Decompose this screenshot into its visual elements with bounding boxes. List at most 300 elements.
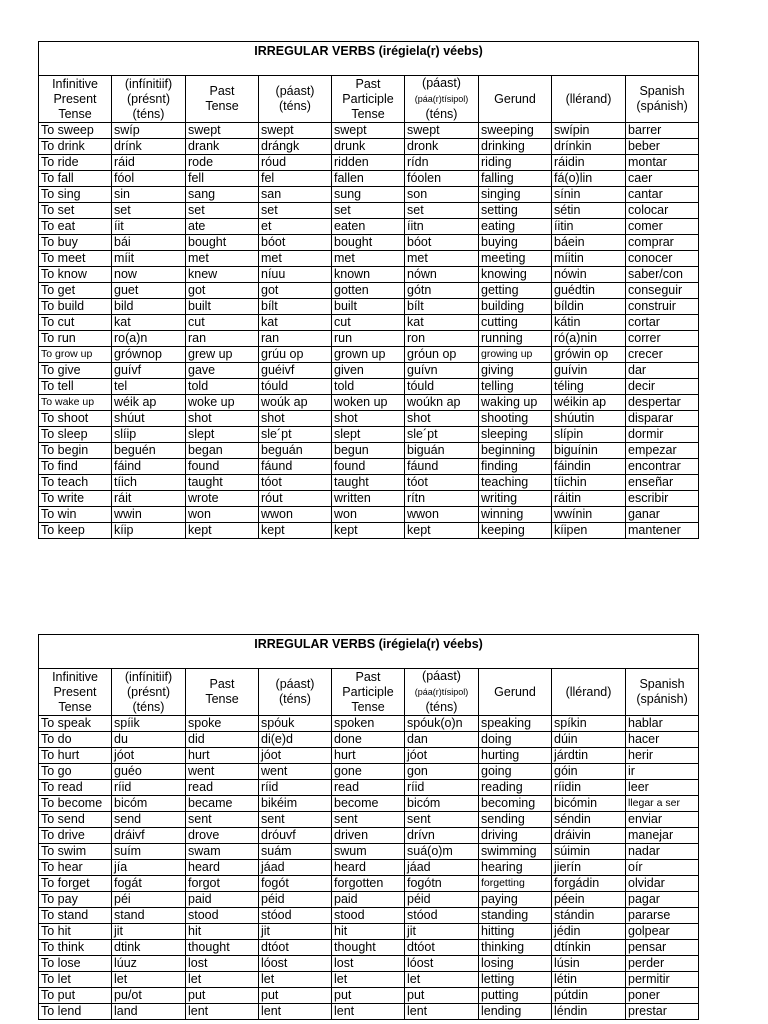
cell-gerund-pronunciation: létin: [552, 972, 626, 988]
cell-infinitive-pronunciation: jóot: [112, 748, 186, 764]
cell-spanish: hacer: [626, 732, 699, 748]
cell-participle-pronunciation: swept: [405, 123, 479, 139]
cell-past-tense: set: [186, 203, 259, 219]
cell-gerund-pronunciation: guédtin: [552, 283, 626, 299]
cell-gerund: forgetting: [479, 876, 552, 892]
cell-infinitive: To hurt: [39, 748, 112, 764]
cell-gerund: hearing: [479, 860, 552, 876]
cell-past-tense: taught: [186, 475, 259, 491]
cell-past-pronunciation: róut: [259, 491, 332, 507]
table-row: [39, 844, 699, 860]
cell-past-participle: sung: [332, 187, 405, 203]
header-past-tense: Past Tense: [186, 76, 259, 123]
table-row: [39, 972, 699, 988]
cell-past-tense: shot: [186, 411, 259, 427]
cell-infinitive-pronunciation: jía: [112, 860, 186, 876]
table-row: [39, 764, 699, 780]
cell-spanish: colocar: [626, 203, 699, 219]
cell-past-participle: woken up: [332, 395, 405, 411]
cell-infinitive-pronunciation: kat: [112, 315, 186, 331]
cell-infinitive: To do: [39, 732, 112, 748]
cell-gerund: swimming: [479, 844, 552, 860]
cell-spanish: llegar a ser: [626, 796, 699, 812]
cell-past-pronunciation: sent: [259, 812, 332, 828]
cell-past-pronunciation: let: [259, 972, 332, 988]
cell-infinitive-pronunciation: péi: [112, 892, 186, 908]
table-row: [39, 187, 699, 203]
cell-past-pronunciation: grúu op: [259, 347, 332, 363]
cell-participle-pronunciation: lóost: [405, 956, 479, 972]
cell-infinitive: To send: [39, 812, 112, 828]
cell-infinitive: To cut: [39, 315, 112, 331]
cell-past-participle: known: [332, 267, 405, 283]
cell-past-participle: cut: [332, 315, 405, 331]
table-row: [39, 812, 699, 828]
cell-spanish: prestar: [626, 1004, 699, 1020]
cell-past-tense: won: [186, 507, 259, 523]
cell-infinitive: To drink: [39, 139, 112, 155]
cell-participle-pronunciation: bóot: [405, 235, 479, 251]
table-row: [39, 940, 699, 956]
cell-participle-pronunciation: bicóm: [405, 796, 479, 812]
cell-gerund: getting: [479, 283, 552, 299]
cell-past-tense: grew up: [186, 347, 259, 363]
cell-spanish: enviar: [626, 812, 699, 828]
cell-gerund-pronunciation: ró(a)nin: [552, 331, 626, 347]
cell-past-pronunciation: woúk ap: [259, 395, 332, 411]
cell-past-participle: ridden: [332, 155, 405, 171]
cell-infinitive-pronunciation: bicóm: [112, 796, 186, 812]
table-row: [39, 796, 699, 812]
cell-past-pronunciation: fogót: [259, 876, 332, 892]
cell-infinitive-pronunciation: ráit: [112, 491, 186, 507]
cell-participle-pronunciation: rídn: [405, 155, 479, 171]
cell-past-participle: paid: [332, 892, 405, 908]
cell-participle-pronunciation: met: [405, 251, 479, 267]
cell-infinitive-pronunciation: tíich: [112, 475, 186, 491]
cell-participle-pronunciation: suá(o)m: [405, 844, 479, 860]
cell-gerund: telling: [479, 379, 552, 395]
cell-infinitive-pronunciation: wéik ap: [112, 395, 186, 411]
cell-spanish: oír: [626, 860, 699, 876]
header-gerund: Gerund: [479, 669, 552, 716]
cell-past-pronunciation: bóot: [259, 235, 332, 251]
cell-gerund: singing: [479, 187, 552, 203]
cell-infinitive-pronunciation: fóol: [112, 171, 186, 187]
cell-past-pronunciation: róud: [259, 155, 332, 171]
cell-infinitive-pronunciation: send: [112, 812, 186, 828]
cell-spanish: hablar: [626, 716, 699, 732]
cell-past-tense: met: [186, 251, 259, 267]
table-row: [39, 860, 699, 876]
cell-spanish: ir: [626, 764, 699, 780]
cell-gerund: finding: [479, 459, 552, 475]
cell-infinitive-pronunciation: tel: [112, 379, 186, 395]
cell-gerund-pronunciation: bicómin: [552, 796, 626, 812]
cell-gerund-pronunciation: shúutin: [552, 411, 626, 427]
cell-gerund: running: [479, 331, 552, 347]
cell-infinitive: To build: [39, 299, 112, 315]
cell-infinitive: To run: [39, 331, 112, 347]
cell-gerund: hurting: [479, 748, 552, 764]
cell-infinitive-pronunciation: wwin: [112, 507, 186, 523]
cell-past-tense: thought: [186, 940, 259, 956]
cell-infinitive-pronunciation: ráid: [112, 155, 186, 171]
cell-participle-pronunciation: tóot: [405, 475, 479, 491]
cell-gerund: doing: [479, 732, 552, 748]
cell-past-participle: grown up: [332, 347, 405, 363]
cell-infinitive: To hit: [39, 924, 112, 940]
cell-spanish: empezar: [626, 443, 699, 459]
table-row: [39, 379, 699, 395]
table-row: [39, 331, 699, 347]
cell-infinitive-pronunciation: spíik: [112, 716, 186, 732]
cell-past-participle: thought: [332, 940, 405, 956]
cell-past-tense: became: [186, 796, 259, 812]
cell-past-tense: sent: [186, 812, 259, 828]
cell-past-pronunciation: shot: [259, 411, 332, 427]
cell-gerund-pronunciation: tíichin: [552, 475, 626, 491]
cell-gerund-pronunciation: wwínin: [552, 507, 626, 523]
cell-infinitive: To put: [39, 988, 112, 1004]
cell-gerund: winning: [479, 507, 552, 523]
cell-infinitive: To sing: [39, 187, 112, 203]
cell-past-tense: swam: [186, 844, 259, 860]
cell-spanish: conocer: [626, 251, 699, 267]
cell-gerund-pronunciation: slípin: [552, 427, 626, 443]
cell-gerund-pronunciation: járdtin: [552, 748, 626, 764]
cell-past-tense: hurt: [186, 748, 259, 764]
cell-infinitive: To keep: [39, 523, 112, 539]
cell-past-participle: forgotten: [332, 876, 405, 892]
cell-infinitive: To teach: [39, 475, 112, 491]
cell-participle-pronunciation: son: [405, 187, 479, 203]
cell-past-pronunciation: san: [259, 187, 332, 203]
cell-gerund: riding: [479, 155, 552, 171]
cell-infinitive-pronunciation: fáind: [112, 459, 186, 475]
cell-spanish: pensar: [626, 940, 699, 956]
cell-gerund-pronunciation: sétin: [552, 203, 626, 219]
table-row: [39, 251, 699, 267]
cell-gerund: writing: [479, 491, 552, 507]
cell-spanish: comprar: [626, 235, 699, 251]
table-title: IRREGULAR VERBS (irégiela(r) véebs): [39, 635, 699, 669]
cell-past-participle: driven: [332, 828, 405, 844]
cell-past-participle: stood: [332, 908, 405, 924]
cell-gerund: sweeping: [479, 123, 552, 139]
table-row: [39, 267, 699, 283]
table-row: [39, 716, 699, 732]
cell-past-pronunciation: bílt: [259, 299, 332, 315]
cell-participle-pronunciation: tóuld: [405, 379, 479, 395]
cell-past-pronunciation: et: [259, 219, 332, 235]
table-row: [39, 427, 699, 443]
cell-past-pronunciation: guéivf: [259, 363, 332, 379]
cell-spanish: dar: [626, 363, 699, 379]
cell-gerund: beginning: [479, 443, 552, 459]
cell-past-participle: met: [332, 251, 405, 267]
header-participle-pronunciation: (páast) (páa(r)tísipol) (téns): [405, 76, 479, 123]
cell-past-pronunciation: fel: [259, 171, 332, 187]
table-row: [39, 748, 699, 764]
table-row: [39, 956, 699, 972]
cell-past-participle: won: [332, 507, 405, 523]
cell-participle-pronunciation: lent: [405, 1004, 479, 1020]
cell-past-participle: gotten: [332, 283, 405, 299]
cell-past-pronunciation: set: [259, 203, 332, 219]
cell-gerund: keeping: [479, 523, 552, 539]
cell-past-participle: set: [332, 203, 405, 219]
cell-past-pronunciation: sle´pt: [259, 427, 332, 443]
cell-past-participle: drunk: [332, 139, 405, 155]
cell-past-pronunciation: di(e)d: [259, 732, 332, 748]
cell-spanish: pararse: [626, 908, 699, 924]
cell-gerund-pronunciation: séndin: [552, 812, 626, 828]
cell-past-participle: eaten: [332, 219, 405, 235]
cell-gerund-pronunciation: báein: [552, 235, 626, 251]
cell-infinitive: To write: [39, 491, 112, 507]
table-row: [39, 235, 699, 251]
cell-spanish: barrer: [626, 123, 699, 139]
table-row: [39, 283, 699, 299]
cell-spanish: crecer: [626, 347, 699, 363]
cell-past-tense: kept: [186, 523, 259, 539]
table-row: [39, 507, 699, 523]
cell-participle-pronunciation: stóod: [405, 908, 479, 924]
cell-past-pronunciation: péid: [259, 892, 332, 908]
cell-past-participle: read: [332, 780, 405, 796]
cell-past-tense: fell: [186, 171, 259, 187]
header-infinitive: Infinitive Present Tense: [39, 76, 112, 123]
cell-infinitive-pronunciation: ríid: [112, 780, 186, 796]
cell-spanish: ganar: [626, 507, 699, 523]
cell-infinitive: To lend: [39, 1004, 112, 1020]
cell-spanish: escribir: [626, 491, 699, 507]
header-past-participle: Past Participle Tense: [332, 76, 405, 123]
cell-gerund: reading: [479, 780, 552, 796]
cell-spanish: decir: [626, 379, 699, 395]
cell-past-pronunciation: spóuk: [259, 716, 332, 732]
cell-spanish: leer: [626, 780, 699, 796]
header-past-participle: Past Participle Tense: [332, 669, 405, 716]
table-row: [39, 1004, 699, 1020]
cell-infinitive: To buy: [39, 235, 112, 251]
cell-past-tense: bought: [186, 235, 259, 251]
cell-spanish: dormir: [626, 427, 699, 443]
cell-gerund: hitting: [479, 924, 552, 940]
cell-participle-pronunciation: set: [405, 203, 479, 219]
cell-participle-pronunciation: gróun op: [405, 347, 479, 363]
table-body: [39, 123, 699, 539]
cell-past-participle: taught: [332, 475, 405, 491]
cell-past-participle: fallen: [332, 171, 405, 187]
cell-infinitive: To wake up: [39, 395, 112, 411]
cell-past-tense: built: [186, 299, 259, 315]
cell-infinitive-pronunciation: land: [112, 1004, 186, 1020]
cell-infinitive-pronunciation: slíip: [112, 427, 186, 443]
cell-infinitive: To meet: [39, 251, 112, 267]
cell-infinitive-pronunciation: íit: [112, 219, 186, 235]
cell-past-participle: sent: [332, 812, 405, 828]
cell-spanish: olvidar: [626, 876, 699, 892]
table-row: [39, 892, 699, 908]
cell-participle-pronunciation: kept: [405, 523, 479, 539]
cell-infinitive-pronunciation: suím: [112, 844, 186, 860]
table-row: [39, 139, 699, 155]
cell-spanish: encontrar: [626, 459, 699, 475]
cell-infinitive: To lose: [39, 956, 112, 972]
cell-past-pronunciation: kept: [259, 523, 332, 539]
table-body: [39, 716, 699, 1020]
table-row: [39, 876, 699, 892]
cell-gerund-pronunciation: fá(o)lin: [552, 171, 626, 187]
cell-past-pronunciation: níuu: [259, 267, 332, 283]
cell-past-pronunciation: fáund: [259, 459, 332, 475]
cell-infinitive-pronunciation: swíp: [112, 123, 186, 139]
cell-gerund-pronunciation: stándin: [552, 908, 626, 924]
cell-past-participle: shot: [332, 411, 405, 427]
cell-participle-pronunciation: ron: [405, 331, 479, 347]
cell-past-tense: wrote: [186, 491, 259, 507]
cell-participle-pronunciation: biguán: [405, 443, 479, 459]
cell-past-tense: woke up: [186, 395, 259, 411]
cell-participle-pronunciation: péid: [405, 892, 479, 908]
table-row: [39, 155, 699, 171]
cell-past-participle: swum: [332, 844, 405, 860]
table-row: [39, 443, 699, 459]
cell-gerund-pronunciation: grówin op: [552, 347, 626, 363]
cell-past-tense: swept: [186, 123, 259, 139]
cell-infinitive-pronunciation: jit: [112, 924, 186, 940]
cell-infinitive: To drive: [39, 828, 112, 844]
cell-gerund: going: [479, 764, 552, 780]
cell-gerund-pronunciation: pútdin: [552, 988, 626, 1004]
cell-infinitive: To give: [39, 363, 112, 379]
cell-past-pronunciation: jóot: [259, 748, 332, 764]
cell-past-pronunciation: met: [259, 251, 332, 267]
cell-participle-pronunciation: gon: [405, 764, 479, 780]
cell-past-tense: lent: [186, 1004, 259, 1020]
cell-past-participle: spoken: [332, 716, 405, 732]
cell-past-tense: spoke: [186, 716, 259, 732]
cell-past-tense: drank: [186, 139, 259, 155]
cell-infinitive: To go: [39, 764, 112, 780]
cell-past-participle: let: [332, 972, 405, 988]
cell-infinitive: To find: [39, 459, 112, 475]
cell-gerund-pronunciation: míitin: [552, 251, 626, 267]
cell-past-participle: slept: [332, 427, 405, 443]
cell-infinitive-pronunciation: drínk: [112, 139, 186, 155]
table-row: [39, 523, 699, 539]
table-row: [39, 299, 699, 315]
cell-past-participle: put: [332, 988, 405, 1004]
cell-infinitive: To shoot: [39, 411, 112, 427]
cell-spanish: poner: [626, 988, 699, 1004]
cell-past-participle: built: [332, 299, 405, 315]
header-infinitive-pronunciation: (infínitiif) (présnt) (téns): [112, 669, 186, 716]
header-past-pronunciation: (páast) (téns): [259, 76, 332, 123]
cell-infinitive-pronunciation: guívf: [112, 363, 186, 379]
cell-infinitive-pronunciation: lúuz: [112, 956, 186, 972]
cell-past-tense: slept: [186, 427, 259, 443]
cell-past-pronunciation: dtóot: [259, 940, 332, 956]
cell-infinitive-pronunciation: dráivf: [112, 828, 186, 844]
cell-past-pronunciation: went: [259, 764, 332, 780]
header-gerund: Gerund: [479, 76, 552, 123]
header-spanish: Spanish (spánish): [626, 669, 699, 716]
cell-gerund-pronunciation: spíkin: [552, 716, 626, 732]
cell-past-pronunciation: bikéim: [259, 796, 332, 812]
table-row: [39, 123, 699, 139]
cell-participle-pronunciation: jáad: [405, 860, 479, 876]
cell-past-pronunciation: tóuld: [259, 379, 332, 395]
header-spanish: Spanish (spánish): [626, 76, 699, 123]
cell-infinitive-pronunciation: fogát: [112, 876, 186, 892]
cell-infinitive: To stand: [39, 908, 112, 924]
cell-past-pronunciation: kat: [259, 315, 332, 331]
cell-gerund: giving: [479, 363, 552, 379]
cell-infinitive-pronunciation: bild: [112, 299, 186, 315]
cell-infinitive-pronunciation: pu/ot: [112, 988, 186, 1004]
cell-infinitive: To tell: [39, 379, 112, 395]
cell-gerund: building: [479, 299, 552, 315]
cell-past-tense: cut: [186, 315, 259, 331]
cell-gerund-pronunciation: dúin: [552, 732, 626, 748]
cell-past-participle: swept: [332, 123, 405, 139]
table-row: [39, 203, 699, 219]
table-row: [39, 828, 699, 844]
cell-past-pronunciation: swept: [259, 123, 332, 139]
cell-infinitive: To set: [39, 203, 112, 219]
cell-past-participle: hit: [332, 924, 405, 940]
cell-infinitive-pronunciation: stand: [112, 908, 186, 924]
cell-infinitive: To sleep: [39, 427, 112, 443]
cell-infinitive-pronunciation: shúut: [112, 411, 186, 427]
cell-gerund-pronunciation: jierín: [552, 860, 626, 876]
cell-spanish: caer: [626, 171, 699, 187]
cell-spanish: golpear: [626, 924, 699, 940]
cell-gerund-pronunciation: kíipen: [552, 523, 626, 539]
cell-participle-pronunciation: nówn: [405, 267, 479, 283]
cell-spanish: permitir: [626, 972, 699, 988]
cell-past-tense: got: [186, 283, 259, 299]
cell-spanish: disparar: [626, 411, 699, 427]
cell-participle-pronunciation: fogótn: [405, 876, 479, 892]
cell-infinitive-pronunciation: grównop: [112, 347, 186, 363]
cell-gerund-pronunciation: dtínkin: [552, 940, 626, 956]
cell-past-tense: went: [186, 764, 259, 780]
cell-gerund-pronunciation: íitin: [552, 219, 626, 235]
cell-gerund-pronunciation: bíldin: [552, 299, 626, 315]
cell-participle-pronunciation: spóuk(o)n: [405, 716, 479, 732]
cell-past-pronunciation: beguán: [259, 443, 332, 459]
cell-gerund: buying: [479, 235, 552, 251]
cell-past-participle: lost: [332, 956, 405, 972]
cell-past-pronunciation: tóot: [259, 475, 332, 491]
header-participle-pronunciation: (páast) (páa(r)tísipol) (téns): [405, 669, 479, 716]
cell-infinitive-pronunciation: now: [112, 267, 186, 283]
cell-past-pronunciation: wwon: [259, 507, 332, 523]
cell-gerund-pronunciation: kátin: [552, 315, 626, 331]
cell-infinitive-pronunciation: míit: [112, 251, 186, 267]
header-infinitive-pronunciation: (infínitiif) (présnt) (téns): [112, 76, 186, 123]
cell-participle-pronunciation: kat: [405, 315, 479, 331]
cell-gerund: falling: [479, 171, 552, 187]
table-row: [39, 347, 699, 363]
cell-gerund-pronunciation: drínkin: [552, 139, 626, 155]
table-row: [39, 459, 699, 475]
cell-past-participle: done: [332, 732, 405, 748]
